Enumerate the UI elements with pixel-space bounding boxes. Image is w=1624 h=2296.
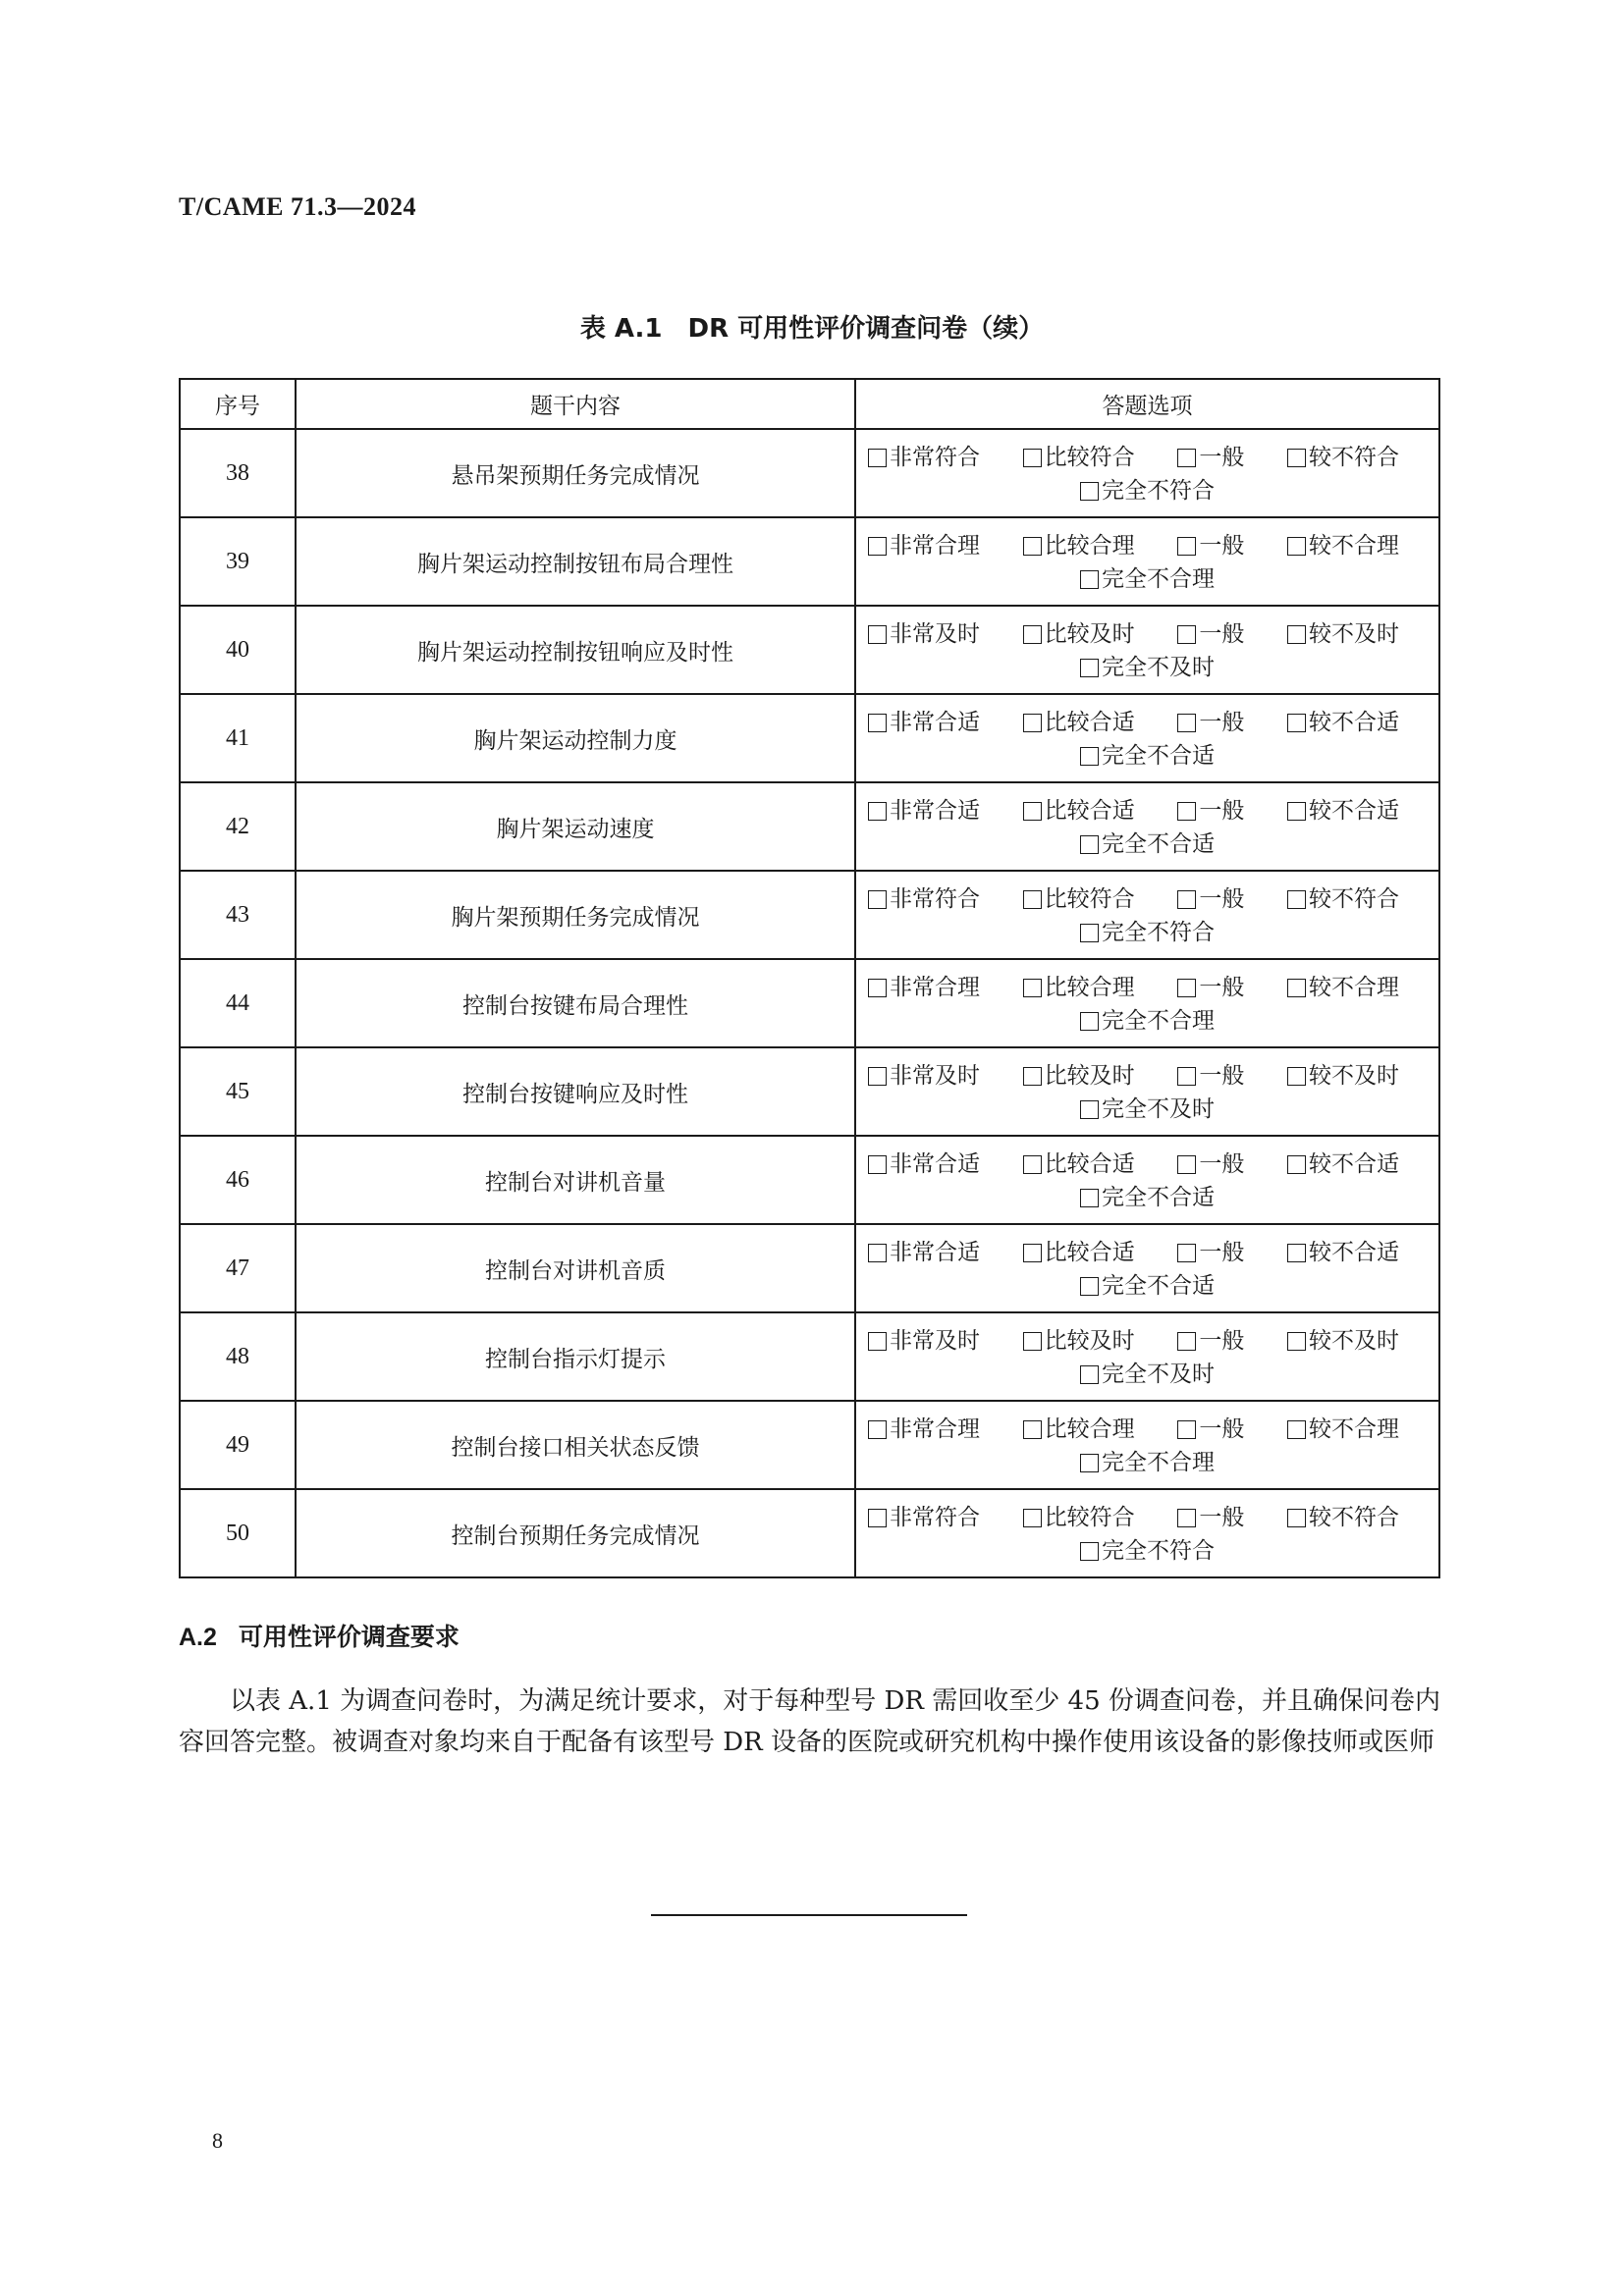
- question-content: 胸片架运动速度: [296, 782, 855, 871]
- answer-option[interactable]: [1080, 1271, 1215, 1301]
- option-label: 非常符合: [890, 1505, 980, 1530]
- answer-options: [855, 959, 1439, 1047]
- option-label: 一般: [1199, 1240, 1245, 1265]
- answer-option[interactable]: [1023, 1146, 1135, 1183]
- answer-option[interactable]: [1080, 653, 1215, 682]
- answer-option[interactable]: [1287, 1322, 1399, 1360]
- answer-options: [855, 429, 1439, 517]
- answer-option[interactable]: [1080, 1360, 1215, 1389]
- options-line-2: [856, 1095, 1438, 1127]
- checkbox-icon[interactable]: [1023, 1067, 1042, 1086]
- option-label: 比较合适: [1044, 798, 1135, 824]
- checkbox-icon[interactable]: [1080, 1277, 1099, 1296]
- checkbox-icon[interactable]: [1287, 1509, 1306, 1527]
- option-label: 比较及时: [1044, 1328, 1135, 1354]
- answer-options: [855, 1224, 1439, 1312]
- answer-options: [855, 606, 1439, 694]
- checkbox-icon[interactable]: [1287, 714, 1306, 732]
- options-line-2: [856, 918, 1438, 950]
- checkbox-icon[interactable]: [1080, 570, 1099, 589]
- checkbox-icon[interactable]: [1080, 1100, 1099, 1119]
- row-number: 42: [180, 782, 296, 871]
- checkbox-icon[interactable]: [1023, 1244, 1042, 1262]
- options-line-1: [856, 430, 1438, 476]
- options-line-1: [856, 783, 1438, 829]
- checkbox-icon[interactable]: [1177, 1332, 1196, 1351]
- answer-option[interactable]: [1177, 1234, 1244, 1271]
- checkbox-icon[interactable]: [1023, 979, 1042, 997]
- option-label: 比较合适: [1044, 710, 1135, 735]
- option-label: 非常合理: [890, 975, 980, 1000]
- checkbox-icon[interactable]: [1177, 802, 1196, 821]
- option-label: 一般: [1199, 710, 1245, 735]
- checkbox-icon[interactable]: [1023, 1332, 1042, 1351]
- option-label: 完全不合理: [1102, 1450, 1215, 1475]
- question-content: 控制台对讲机音量: [296, 1136, 855, 1224]
- answer-option[interactable]: [1177, 1322, 1244, 1360]
- option-label: 较不合理: [1308, 533, 1399, 559]
- answer-option[interactable]: [1177, 704, 1244, 741]
- checkbox-icon[interactable]: [1177, 1067, 1196, 1086]
- answer-option[interactable]: [868, 615, 980, 653]
- checkbox-icon[interactable]: [1080, 1012, 1099, 1031]
- option-label: 比较合适: [1044, 1151, 1135, 1177]
- document-id: T/CAME 71.3—2024: [179, 192, 416, 221]
- answer-option[interactable]: [1023, 1322, 1135, 1360]
- checkbox-icon[interactable]: [1080, 1365, 1099, 1384]
- answer-option[interactable]: [868, 1499, 980, 1536]
- checkbox-icon[interactable]: [1287, 1155, 1306, 1174]
- table-row: [180, 959, 1439, 1047]
- end-rule: [651, 1914, 967, 1916]
- option-label: 非常合理: [890, 1416, 980, 1442]
- option-label: 一般: [1199, 1151, 1245, 1177]
- checkbox-icon[interactable]: [1080, 1189, 1099, 1207]
- answer-option[interactable]: [868, 1322, 980, 1360]
- option-label: 较不符合: [1308, 445, 1399, 470]
- answer-option[interactable]: [1177, 1057, 1244, 1095]
- checkbox-icon[interactable]: [1177, 1509, 1196, 1527]
- option-label: 完全不合适: [1102, 1273, 1215, 1299]
- checkbox-icon[interactable]: [868, 802, 887, 821]
- table-row: [180, 1136, 1439, 1224]
- row-number: 44: [180, 959, 296, 1047]
- answer-option[interactable]: [1023, 1411, 1135, 1448]
- answer-option[interactable]: [1023, 969, 1135, 1006]
- options-line-2: [856, 1183, 1438, 1215]
- option-label: 非常及时: [890, 1328, 980, 1354]
- answer-option[interactable]: [1177, 792, 1244, 829]
- option-label: 完全不合适: [1102, 1185, 1215, 1210]
- option-label: 比较合理: [1044, 975, 1135, 1000]
- checkbox-icon[interactable]: [1177, 1155, 1196, 1174]
- question-content: 控制台按键响应及时性: [296, 1047, 855, 1136]
- answer-option[interactable]: [868, 881, 980, 918]
- row-number: 43: [180, 871, 296, 959]
- checkbox-icon[interactable]: [1080, 1454, 1099, 1472]
- row-number: 47: [180, 1224, 296, 1312]
- option-label: 一般: [1199, 1505, 1245, 1530]
- checkbox-icon[interactable]: [1287, 890, 1306, 909]
- row-number: 41: [180, 694, 296, 782]
- table-row: [180, 517, 1439, 606]
- checkbox-icon[interactable]: [1023, 802, 1042, 821]
- checkbox-icon[interactable]: [1023, 1155, 1042, 1174]
- options-line-1: [856, 1137, 1438, 1183]
- answer-option[interactable]: [868, 704, 980, 741]
- answer-option[interactable]: [1287, 704, 1399, 741]
- table-row: [180, 606, 1439, 694]
- table-row: [180, 782, 1439, 871]
- checkbox-icon[interactable]: [1287, 449, 1306, 467]
- table-title: 表 A.1 DR 可用性评价调查问卷（续）: [579, 314, 1045, 344]
- options-line-2: [856, 1271, 1438, 1304]
- options-line-1: [856, 1313, 1438, 1360]
- checkbox-icon[interactable]: [1080, 835, 1099, 854]
- option-label: 完全不及时: [1102, 655, 1215, 680]
- question-content: 控制台指示灯提示: [296, 1312, 855, 1401]
- answer-option[interactable]: [1287, 1499, 1399, 1536]
- option-label: 较不合适: [1308, 1240, 1399, 1265]
- question-content: 悬吊架预期任务完成情况: [296, 429, 855, 517]
- options-line-1: [856, 1225, 1438, 1271]
- row-number: 48: [180, 1312, 296, 1401]
- answer-option[interactable]: [1023, 881, 1135, 918]
- checkbox-icon[interactable]: [1177, 714, 1196, 732]
- question-content: 胸片架预期任务完成情况: [296, 871, 855, 959]
- options-line-1: [856, 1490, 1438, 1536]
- answer-option[interactable]: [1080, 1448, 1215, 1477]
- answer-option[interactable]: [1287, 1234, 1399, 1271]
- answer-options: [855, 1312, 1439, 1401]
- question-content: 胸片架运动控制力度: [296, 694, 855, 782]
- option-label: 一般: [1199, 886, 1245, 912]
- section-paragraph: 以表 A.1 为调查问卷时，为满足统计要求，对于每种型号 DR 需回收至少 45 份调查问卷，并且确保问卷内容回答完整。被调查对象均来自于配备有该型号 DR 设备的医院或研究机构中操作使用该设备的影像技师或医师: [179, 1686, 1440, 1757]
- option-label: 非常及时: [890, 1063, 980, 1089]
- option-label: 完全不符合: [1102, 920, 1215, 945]
- answer-option[interactable]: [868, 792, 980, 829]
- question-content: 控制台预期任务完成情况: [296, 1489, 855, 1577]
- answer-options: [855, 1401, 1439, 1489]
- answer-option[interactable]: [1080, 1006, 1215, 1036]
- answer-option[interactable]: [1023, 1234, 1135, 1271]
- checkbox-icon[interactable]: [1177, 625, 1196, 644]
- answer-option[interactable]: [1023, 1499, 1135, 1536]
- table-header-row: [180, 379, 1439, 429]
- checkbox-icon[interactable]: [868, 979, 887, 997]
- option-label: 一般: [1199, 1416, 1245, 1442]
- answer-option[interactable]: [868, 1146, 980, 1183]
- table-row: [180, 871, 1439, 959]
- checkbox-icon[interactable]: [1023, 449, 1042, 467]
- checkbox-icon[interactable]: [1023, 625, 1042, 644]
- answer-option[interactable]: [1080, 918, 1215, 947]
- checkbox-icon[interactable]: [1023, 537, 1042, 556]
- option-label: 完全不合适: [1102, 743, 1215, 769]
- option-label: 非常及时: [890, 621, 980, 647]
- table-row: [180, 694, 1439, 782]
- option-label: 较不合理: [1308, 1416, 1399, 1442]
- option-label: 非常合适: [890, 798, 980, 824]
- option-label: 非常合适: [890, 1151, 980, 1177]
- option-label: 一般: [1199, 533, 1245, 559]
- options-line-1: [856, 518, 1438, 564]
- checkbox-icon[interactable]: [868, 1244, 887, 1262]
- checkbox-icon[interactable]: [1287, 1332, 1306, 1351]
- option-label: 完全不合适: [1102, 831, 1215, 857]
- checkbox-icon[interactable]: [1287, 537, 1306, 556]
- answer-option[interactable]: [1177, 527, 1244, 564]
- checkbox-icon[interactable]: [1080, 482, 1099, 501]
- table-row: [180, 1224, 1439, 1312]
- option-label: 较不及时: [1308, 621, 1399, 647]
- answer-option[interactable]: [868, 969, 980, 1006]
- option-label: 比较合理: [1044, 1416, 1135, 1442]
- checkbox-icon[interactable]: [1080, 659, 1099, 677]
- checkbox-icon[interactable]: [868, 890, 887, 909]
- checkbox-icon[interactable]: [1287, 1420, 1306, 1439]
- column-header-content: 题干内容: [296, 379, 855, 429]
- option-label: 较不及时: [1308, 1328, 1399, 1354]
- option-label: 比较符合: [1044, 445, 1135, 470]
- option-label: 非常合适: [890, 1240, 980, 1265]
- column-header-options: 答题选项: [855, 379, 1439, 429]
- row-number: 38: [180, 429, 296, 517]
- checkbox-icon[interactable]: [1023, 1420, 1042, 1439]
- checkbox-icon[interactable]: [868, 449, 887, 467]
- checkbox-icon[interactable]: [1080, 924, 1099, 942]
- checkbox-icon[interactable]: [1177, 890, 1196, 909]
- checkbox-icon[interactable]: [1177, 449, 1196, 467]
- checkbox-icon[interactable]: [1177, 979, 1196, 997]
- answer-option[interactable]: [1287, 881, 1399, 918]
- checkbox-icon[interactable]: [868, 1509, 887, 1527]
- answer-option[interactable]: [1287, 615, 1399, 653]
- option-label: 一般: [1199, 445, 1245, 470]
- answer-option[interactable]: [1177, 881, 1244, 918]
- option-label: 完全不符合: [1102, 478, 1215, 504]
- option-label: 一般: [1199, 975, 1245, 1000]
- checkbox-icon[interactable]: [868, 1332, 887, 1351]
- option-label: 较不符合: [1308, 1505, 1399, 1530]
- table-row: [180, 1047, 1439, 1136]
- answer-option[interactable]: [868, 1411, 980, 1448]
- option-label: 比较合理: [1044, 533, 1135, 559]
- table-row: [180, 1489, 1439, 1577]
- section-number: A.2: [179, 1624, 217, 1651]
- options-line-2: [856, 653, 1438, 685]
- checkbox-icon[interactable]: [1080, 747, 1099, 766]
- checkbox-icon[interactable]: [1080, 1542, 1099, 1561]
- answer-option[interactable]: [1023, 1057, 1135, 1095]
- option-label: 完全不合理: [1102, 566, 1215, 592]
- checkbox-icon[interactable]: [1287, 802, 1306, 821]
- row-number: 39: [180, 517, 296, 606]
- answer-option[interactable]: [1080, 829, 1215, 859]
- option-label: 一般: [1199, 798, 1245, 824]
- question-content: 胸片架运动控制按钮响应及时性: [296, 606, 855, 694]
- answer-option[interactable]: [1023, 527, 1135, 564]
- question-content: 控制台对讲机音质: [296, 1224, 855, 1312]
- checkbox-icon[interactable]: [1023, 890, 1042, 909]
- row-number: 50: [180, 1489, 296, 1577]
- options-line-2: [856, 741, 1438, 774]
- question-content: 控制台接口相关状态反馈: [296, 1401, 855, 1489]
- row-number: 46: [180, 1136, 296, 1224]
- option-label: 非常符合: [890, 445, 980, 470]
- answer-option[interactable]: [1287, 1057, 1399, 1095]
- checkbox-icon[interactable]: [1177, 537, 1196, 556]
- questionnaire-table: [179, 378, 1440, 1578]
- answer-option[interactable]: [1080, 1095, 1215, 1124]
- answer-options: [855, 871, 1439, 959]
- answer-option[interactable]: [868, 527, 980, 564]
- options-line-1: [856, 872, 1438, 918]
- answer-option[interactable]: [1287, 439, 1399, 476]
- checkbox-icon[interactable]: [868, 714, 887, 732]
- answer-options: [855, 1047, 1439, 1136]
- option-label: 完全不及时: [1102, 1362, 1215, 1387]
- answer-option[interactable]: [1080, 564, 1215, 594]
- answer-option[interactable]: [868, 1057, 980, 1095]
- options-line-1: [856, 1402, 1438, 1448]
- options-line-1: [856, 607, 1438, 653]
- checkbox-icon[interactable]: [868, 1420, 887, 1439]
- table-body: [180, 429, 1439, 1577]
- answer-option[interactable]: [1023, 439, 1135, 476]
- answer-option[interactable]: [1080, 1183, 1215, 1212]
- option-label: 较不合适: [1308, 710, 1399, 735]
- question-content: 胸片架运动控制按钮布局合理性: [296, 517, 855, 606]
- option-label: 比较及时: [1044, 1063, 1135, 1089]
- option-label: 较不合适: [1308, 798, 1399, 824]
- option-label: 非常合理: [890, 533, 980, 559]
- option-label: 较不合适: [1308, 1151, 1399, 1177]
- option-label: 完全不及时: [1102, 1096, 1215, 1122]
- checkbox-icon[interactable]: [1287, 1244, 1306, 1262]
- checkbox-icon[interactable]: [1177, 1244, 1196, 1262]
- option-label: 非常符合: [890, 886, 980, 912]
- options-line-2: [856, 564, 1438, 597]
- answer-option[interactable]: [1023, 704, 1135, 741]
- answer-option[interactable]: [1177, 1411, 1244, 1448]
- question-content: 控制台按键布局合理性: [296, 959, 855, 1047]
- answer-option[interactable]: [868, 439, 980, 476]
- checkbox-icon[interactable]: [868, 537, 887, 556]
- option-label: 一般: [1199, 1328, 1245, 1354]
- answer-option[interactable]: [1080, 1536, 1215, 1566]
- section-title: 可用性评价调查要求: [238, 1623, 460, 1651]
- table-row: [180, 1312, 1439, 1401]
- option-label: 较不及时: [1308, 1063, 1399, 1089]
- answer-options: [855, 1489, 1439, 1577]
- answer-option[interactable]: [1080, 741, 1215, 771]
- option-label: 比较及时: [1044, 621, 1135, 647]
- checkbox-icon[interactable]: [1023, 714, 1042, 732]
- checkbox-icon[interactable]: [1287, 979, 1306, 997]
- answer-option[interactable]: [868, 1234, 980, 1271]
- answer-option[interactable]: [1177, 439, 1244, 476]
- option-label: 完全不符合: [1102, 1538, 1215, 1564]
- checkbox-icon[interactable]: [1287, 625, 1306, 644]
- answer-option[interactable]: [1177, 1146, 1244, 1183]
- answer-options: [855, 1136, 1439, 1224]
- options-line-2: [856, 1448, 1438, 1480]
- answer-option[interactable]: [1287, 1411, 1399, 1448]
- options-line-1: [856, 1048, 1438, 1095]
- option-label: 比较符合: [1044, 886, 1135, 912]
- answer-option[interactable]: [1287, 527, 1399, 564]
- row-number: 40: [180, 606, 296, 694]
- column-header-number: 序号: [180, 379, 296, 429]
- table-row: [180, 429, 1439, 517]
- options-line-2: [856, 829, 1438, 862]
- options-line-1: [856, 960, 1438, 1006]
- checkbox-icon[interactable]: [868, 1155, 887, 1174]
- options-line-1: [856, 695, 1438, 741]
- answer-option[interactable]: [1177, 615, 1244, 653]
- answer-option[interactable]: [1177, 1499, 1244, 1536]
- checkbox-icon[interactable]: [1287, 1067, 1306, 1086]
- checkbox-icon[interactable]: [868, 1067, 887, 1086]
- option-label: 非常合适: [890, 710, 980, 735]
- row-number: 45: [180, 1047, 296, 1136]
- answer-option[interactable]: [1287, 969, 1399, 1006]
- answer-options: [855, 782, 1439, 871]
- options-line-2: [856, 1360, 1438, 1392]
- answer-option[interactable]: [1023, 615, 1135, 653]
- answer-options: [855, 517, 1439, 606]
- options-line-2: [856, 476, 1438, 508]
- option-label: 比较合适: [1044, 1240, 1135, 1265]
- table-row: [180, 1401, 1439, 1489]
- answer-option[interactable]: [1023, 792, 1135, 829]
- options-line-2: [856, 1006, 1438, 1039]
- option-label: 一般: [1199, 621, 1245, 647]
- page-number: 8: [212, 2128, 223, 2153]
- checkbox-icon[interactable]: [868, 625, 887, 644]
- section-heading: [179, 1618, 460, 1653]
- answer-options: [855, 694, 1439, 782]
- checkbox-icon[interactable]: [1023, 1509, 1042, 1527]
- option-label: 完全不合理: [1102, 1008, 1215, 1034]
- option-label: 一般: [1199, 1063, 1245, 1089]
- answer-option[interactable]: [1287, 792, 1399, 829]
- row-number: 49: [180, 1401, 296, 1489]
- option-label: 较不合理: [1308, 975, 1399, 1000]
- answer-option[interactable]: [1177, 969, 1244, 1006]
- answer-option[interactable]: [1287, 1146, 1399, 1183]
- answer-option[interactable]: [1080, 476, 1215, 506]
- checkbox-icon[interactable]: [1177, 1420, 1196, 1439]
- option-label: 比较符合: [1044, 1505, 1135, 1530]
- option-label: 较不符合: [1308, 886, 1399, 912]
- options-line-2: [856, 1536, 1438, 1569]
